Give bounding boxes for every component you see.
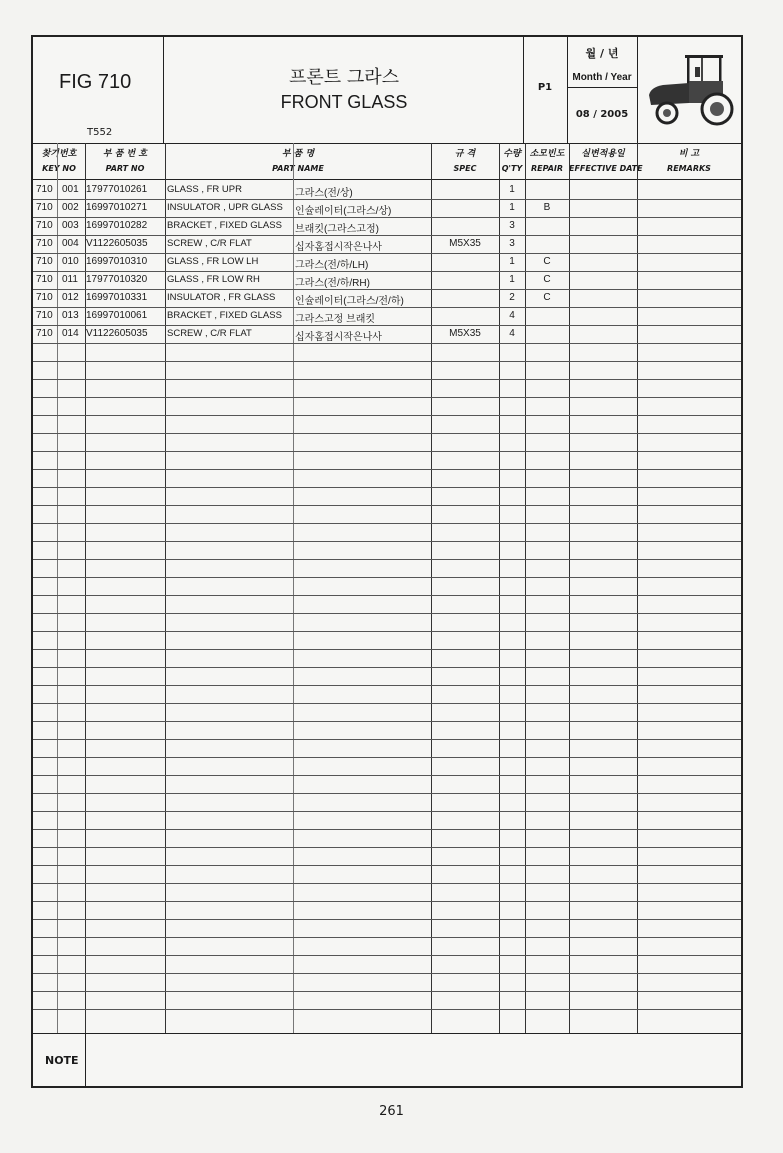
part-name-english-cell: INSULATOR , UPR GLASS bbox=[167, 202, 283, 213]
col-effective-ko: 실변적용일 bbox=[581, 149, 625, 159]
key-cell: 014 bbox=[62, 328, 79, 339]
col-spec-ko: 규 격 bbox=[454, 149, 476, 159]
quantity-cell: 4 bbox=[509, 310, 515, 321]
key-cell: 012 bbox=[62, 292, 79, 303]
col-remarks-ko: 비 고 bbox=[678, 149, 700, 159]
part-name-korean-cell: 십자홈접시작은나사 bbox=[295, 332, 382, 343]
table-row bbox=[33, 253, 741, 271]
repair-cell: C bbox=[543, 292, 551, 303]
col-repair-ko: 소모빈도 bbox=[529, 149, 565, 159]
sheet-header bbox=[33, 37, 741, 144]
col-effective-en: EFFECTIVE DATE bbox=[569, 164, 643, 173]
date-label-english: Month / Year bbox=[572, 72, 632, 83]
quantity-cell: 3 bbox=[509, 238, 515, 249]
part-name-english-cell: SCREW , C/R FLAT bbox=[167, 328, 252, 339]
part-name-korean-cell: 브래킷(그라스고정) bbox=[295, 224, 379, 235]
page-label: P1 bbox=[537, 82, 553, 93]
key-cell: 004 bbox=[62, 238, 79, 249]
part-name-korean-cell: 그라스(전/상) bbox=[295, 188, 353, 199]
part-name-english-cell: BRACKET , FIXED GLASS bbox=[167, 220, 282, 231]
figure-number: FIG 710 bbox=[59, 71, 132, 93]
quantity-cell: 1 bbox=[509, 184, 515, 195]
table-row bbox=[33, 181, 741, 199]
part-name-english-cell: GLASS , FR LOW RH bbox=[167, 274, 260, 285]
part-number-cell: 17977010261 bbox=[86, 184, 148, 195]
table-row bbox=[33, 325, 741, 343]
col-qty-en: Q'TY bbox=[501, 164, 523, 173]
parts-table-body bbox=[33, 179, 741, 1033]
quantity-cell: 1 bbox=[509, 274, 515, 285]
part-name-english-cell: SCREW , C/R FLAT bbox=[167, 238, 252, 249]
key-cell: 001 bbox=[62, 184, 79, 195]
table-row bbox=[33, 307, 741, 325]
part-name-korean-cell: 그라스(전/하/LH) bbox=[295, 260, 369, 271]
quantity-cell: 1 bbox=[509, 202, 515, 213]
part-number-cell: 16997010331 bbox=[86, 292, 148, 303]
part-number-cell: V1122605035 bbox=[86, 328, 148, 339]
date-label-korean: 월 / 년 bbox=[585, 47, 619, 60]
figure-cell: 710 bbox=[36, 220, 53, 231]
tractor-icon bbox=[643, 47, 735, 129]
part-number-cell: 16997010310 bbox=[86, 256, 148, 267]
table-row bbox=[33, 271, 741, 289]
col-spec-en: SPEC bbox=[453, 164, 477, 173]
title-korean: 프론트 그라스 bbox=[288, 67, 400, 88]
quantity-cell: 3 bbox=[509, 220, 515, 231]
column-headers bbox=[33, 143, 741, 180]
note-section bbox=[33, 1033, 741, 1087]
part-name-korean-cell: 인슐레이터(그라스/상) bbox=[295, 206, 392, 217]
parts-sheet bbox=[31, 35, 743, 1088]
col-key-en: KEY NO bbox=[42, 164, 76, 173]
col-key-ko: 찾기번호 bbox=[41, 149, 77, 159]
figure-cell: 710 bbox=[36, 184, 53, 195]
repair-cell: B bbox=[543, 202, 551, 213]
col-repair-en: REPAIR bbox=[530, 164, 564, 173]
col-part-en: PART NO bbox=[105, 164, 145, 173]
part-name-korean-cell: 그라스고정 브래킷 bbox=[295, 314, 376, 325]
quantity-cell: 1 bbox=[509, 256, 515, 267]
col-name-ko: 부 품 명 bbox=[281, 149, 315, 159]
part-name-english-cell: INSULATOR , FR GLASS bbox=[167, 292, 276, 303]
table-row bbox=[33, 217, 741, 235]
col-name-en: PART NAME bbox=[272, 164, 324, 173]
col-part-ko: 부 품 번 호 bbox=[102, 149, 148, 159]
key-cell: 013 bbox=[62, 310, 79, 321]
key-cell: 011 bbox=[62, 274, 78, 285]
col-remarks-en: REMARKS bbox=[667, 164, 711, 173]
part-number-cell: 16997010061 bbox=[86, 310, 148, 321]
figure-cell: 710 bbox=[36, 256, 53, 267]
date-value: 08 / 2005 bbox=[575, 109, 629, 120]
figure-cell: 710 bbox=[36, 202, 53, 213]
key-cell: 002 bbox=[62, 202, 79, 213]
key-cell: 003 bbox=[62, 220, 79, 231]
key-cell: 010 bbox=[62, 256, 79, 267]
part-number-cell: 16997010271 bbox=[86, 202, 148, 213]
repair-cell: C bbox=[543, 256, 551, 267]
figure-cell: 710 bbox=[36, 274, 53, 285]
part-name-korean-cell: 십자홈접시작은나사 bbox=[295, 242, 382, 253]
part-name-korean-cell: 인슐레이터(그라스/전/하) bbox=[295, 296, 404, 307]
part-number-cell: V1122605035 bbox=[86, 238, 148, 249]
repair-cell: C bbox=[543, 274, 551, 285]
part-name-english-cell: BRACKET , FIXED GLASS bbox=[167, 310, 282, 321]
part-number-cell: 16997010282 bbox=[86, 220, 148, 231]
part-name-english-cell: GLASS , FR LOW LH bbox=[167, 256, 259, 267]
table-row bbox=[33, 199, 741, 217]
model-code: T552 bbox=[87, 127, 113, 138]
figure-cell: 710 bbox=[36, 328, 53, 339]
spec-cell: M5X35 bbox=[449, 328, 481, 339]
table-row bbox=[33, 289, 741, 307]
title-english: FRONT GLASS bbox=[280, 92, 408, 112]
quantity-cell: 4 bbox=[509, 328, 515, 339]
note-label: NOTE bbox=[45, 1054, 79, 1067]
part-name-korean-cell: 그라스(전/하/RH) bbox=[295, 278, 370, 289]
figure-cell: 710 bbox=[36, 238, 53, 249]
col-qty-ko: 수량 bbox=[503, 149, 521, 159]
table-row bbox=[33, 235, 741, 253]
part-name-english-cell: GLASS , FR UPR bbox=[167, 184, 242, 195]
figure-cell: 710 bbox=[36, 292, 53, 303]
spec-cell: M5X35 bbox=[449, 238, 481, 249]
page-number: 261 bbox=[379, 1104, 404, 1119]
quantity-cell: 2 bbox=[509, 292, 515, 303]
figure-cell: 710 bbox=[36, 310, 53, 321]
part-number-cell: 17977010320 bbox=[86, 274, 148, 285]
